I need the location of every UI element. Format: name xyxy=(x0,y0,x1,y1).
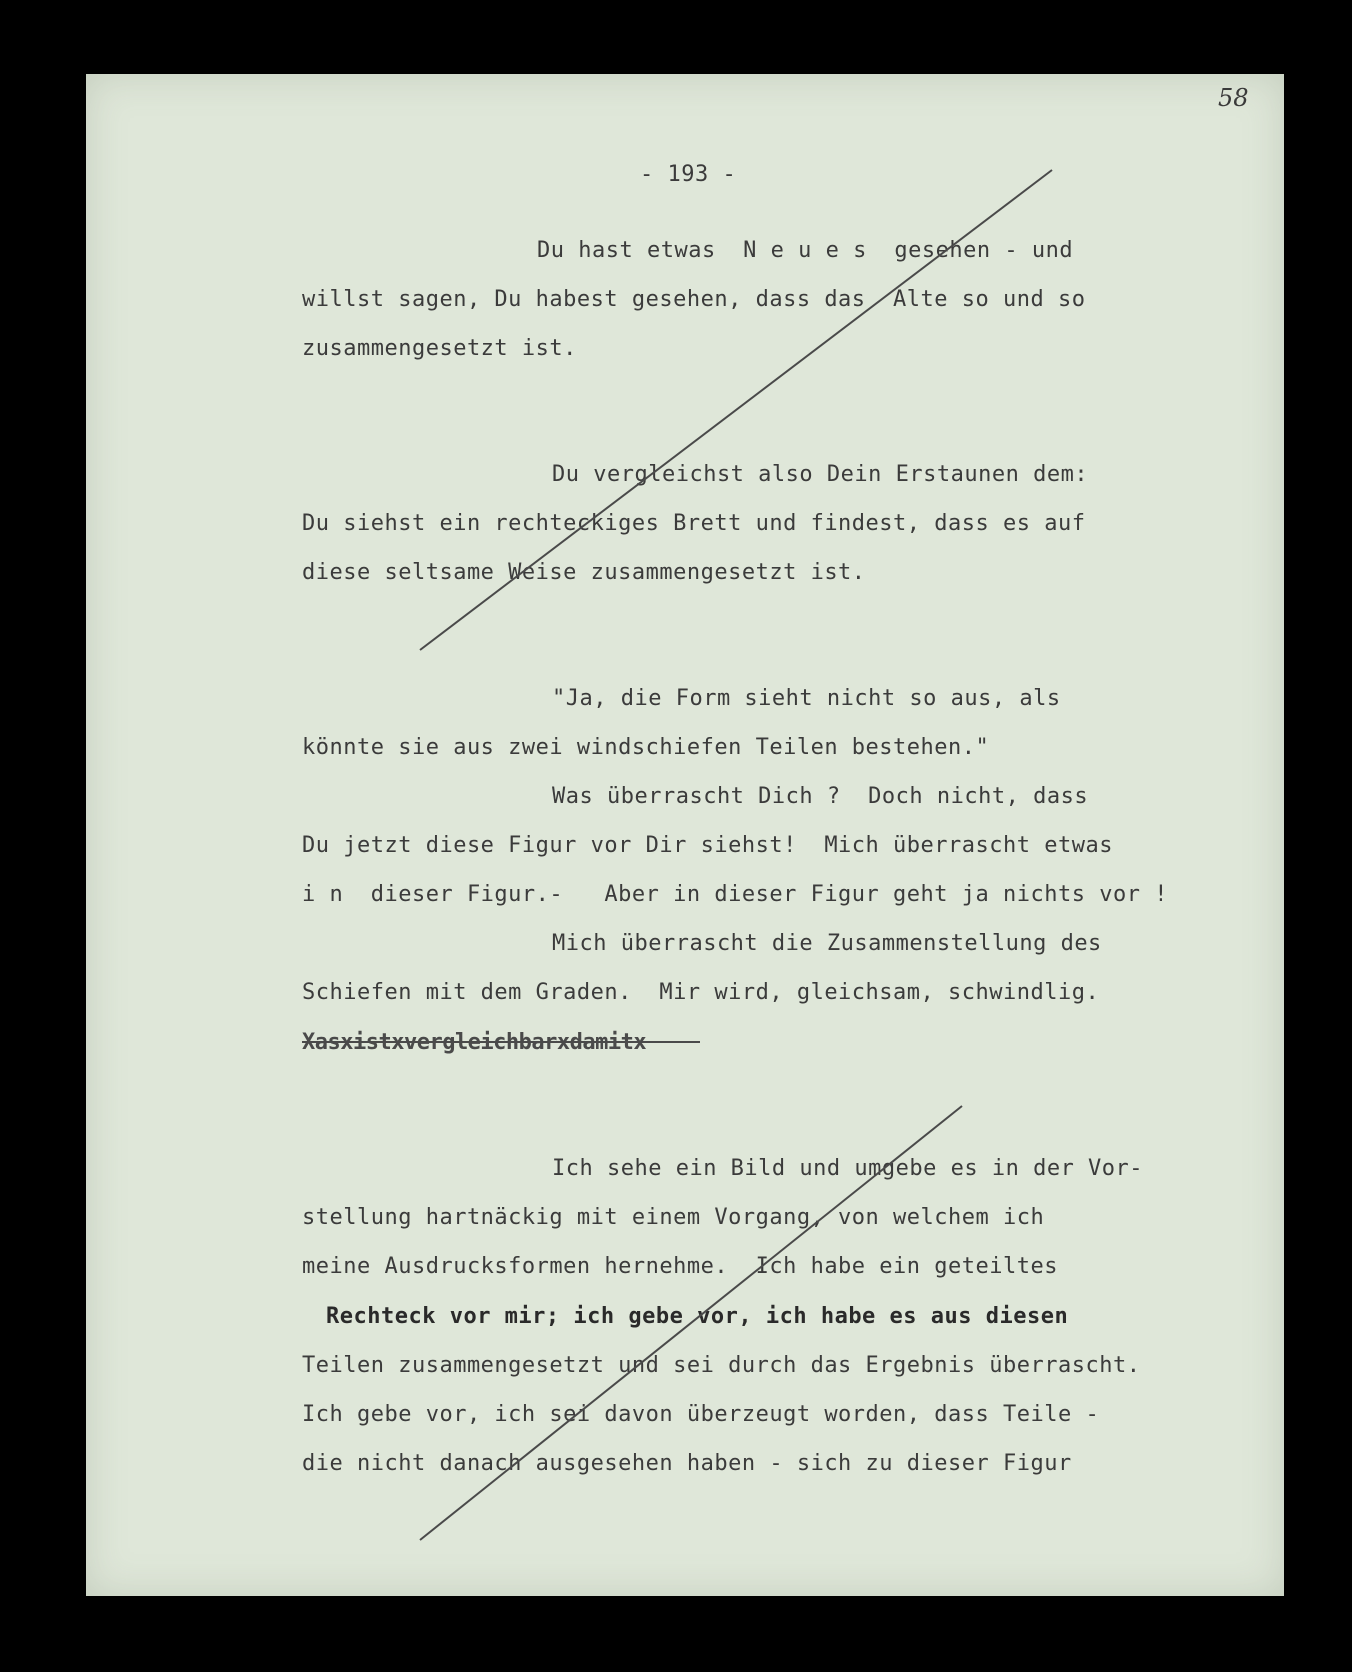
folio-number: 58 xyxy=(1218,84,1249,112)
paragraph-4-line-6: Ich gebe vor, ich sei davon überzeugt worden, dass Teile - xyxy=(302,1402,1100,1427)
paragraph-3-line-2: könnte sie aus zwei windschiefen Teilen bestehen." xyxy=(302,735,990,760)
paragraph-4-line-7: die nicht danach ausgesehen haben - sich zu dieser Figur xyxy=(302,1451,1072,1476)
paragraph-4-line-5: Teilen zusammengesetzt und sei durch das Ergebnis überrascht. xyxy=(302,1353,1141,1378)
struck-through-line: Xasxistxvergleichbarxdamitx xyxy=(302,1030,647,1055)
page-number: - 193 - xyxy=(640,162,737,187)
paragraph-4-line-1: Ich sehe ein Bild und umgebe es in der Vor- xyxy=(552,1156,1144,1181)
paragraph-3-line-4: Du jetzt diese Figur vor Dir siehst! Mich überrascht etwas xyxy=(302,833,1113,858)
paragraph-4-line-2: stellung hartnäckig mit einem Vorgang, von welchem ich xyxy=(302,1205,1045,1230)
paragraph-3-line-7: Schiefen mit dem Graden. Mir wird, gleichsam, schwindlig. xyxy=(302,980,1100,1005)
deletion-stroke-lower xyxy=(420,1106,962,1540)
paragraph-4-line-4: Rechteck vor mir; ich gebe vor, ich habe es aus diesen xyxy=(326,1304,1069,1329)
paragraph-1-line-3: zusammengesetzt ist. xyxy=(302,336,577,361)
paragraph-1-line-1: Du hast etwas N e u e s gesehen - und xyxy=(537,238,1074,263)
paragraph-2-line-3: diese seltsame Weise zusammengesetzt ist. xyxy=(302,560,866,585)
paragraph-3-line-3: Was überrascht Dich ? Doch nicht, dass xyxy=(552,784,1089,809)
paragraph-3-line-6: Mich überrascht die Zusammenstellung des xyxy=(552,931,1102,956)
paragraph-2-line-2: Du siehst ein rechteckiges Brett und findest, dass es auf xyxy=(302,511,1086,536)
paragraph-4-line-3: meine Ausdrucksformen hernehme. Ich habe ein geteiltes xyxy=(302,1254,1058,1279)
paragraph-2-line-1: Du vergleichst also Dein Erstaunen dem: xyxy=(552,462,1089,487)
paragraph-3-line-1: "Ja, die Form sieht nicht so aus, als xyxy=(552,686,1061,711)
paragraph-1-line-2: willst sagen, Du habest gesehen, dass das Alte so und so xyxy=(302,287,1086,312)
paragraph-3-line-5: i n dieser Figur.- Aber in dieser Figur geht ja nichts vor ! xyxy=(302,882,1168,907)
deletion-stroke-upper xyxy=(420,170,1052,650)
